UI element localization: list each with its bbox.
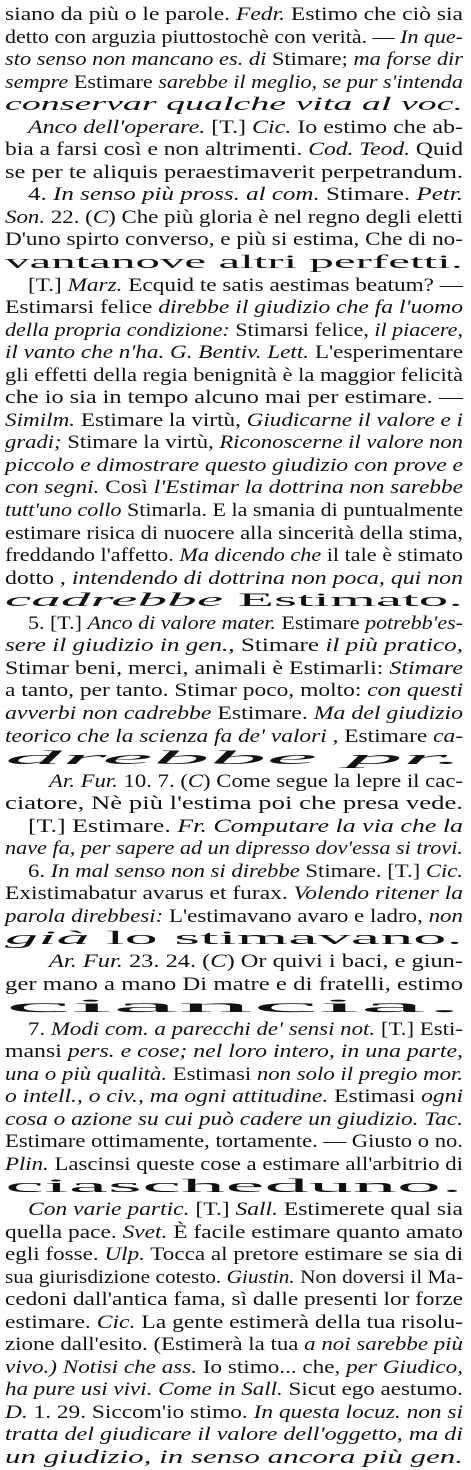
text-line <box>5 320 463 343</box>
italic-segment: sere il giudizio in gen., <box>5 635 235 657</box>
line-content <box>5 432 463 455</box>
line-content <box>49 951 463 974</box>
roman-segment: ) Or quivi i baci, e giun- <box>226 950 463 972</box>
line-content <box>5 680 463 703</box>
roman-segment: L'estimavano avaro e ladro, <box>163 905 429 927</box>
text-line <box>5 1334 463 1357</box>
italic-segment: o intell., o civ., ma ogni attitudine. <box>5 1086 329 1108</box>
italic-segment: In mal senso non si direbbe <box>50 860 300 882</box>
line-content <box>5 658 463 681</box>
roman-segment: Non doversi il Ma- <box>294 1266 464 1288</box>
line-content <box>5 1447 463 1470</box>
italic-segment: l'Estimar la dottrina non sarebbe <box>153 477 463 499</box>
italic-segment: ha pure usi vivi. Come in Sall. <box>5 1379 283 1401</box>
roman-segment: Estimato. <box>223 590 463 612</box>
roman-segment: Estimare. <box>211 702 314 724</box>
line-content <box>5 928 463 951</box>
roman-segment: Sicut ego aestumo. <box>282 1379 464 1401</box>
line-content <box>5 1176 463 1199</box>
roman-segment: Stimarsi felice, <box>229 319 375 341</box>
line-content <box>5 996 463 1019</box>
line-content <box>5 342 463 365</box>
italic-segment: Svet. <box>122 1221 168 1243</box>
italic-segment: pers. e cose; nel loro intero, in una parte, <box>67 1041 463 1063</box>
roman-segment: 7. <box>28 1018 51 1040</box>
text-line <box>5 1222 463 1245</box>
text-line <box>5 1289 463 1312</box>
text-line <box>5 545 463 568</box>
line-content <box>5 974 463 997</box>
line-content <box>5 568 463 591</box>
text-line <box>5 229 463 252</box>
roman-segment: Existimabatur avarus et furax. <box>5 883 294 905</box>
line-content <box>5 1064 463 1087</box>
roman-segment: egli fosse. <box>5 1244 105 1266</box>
roman-segment: 6. <box>28 860 51 882</box>
text-line <box>5 1424 463 1447</box>
italic-segment: per Giudico, <box>346 1356 463 1378</box>
line-content <box>5 1312 463 1335</box>
italic-segment: piccolo e dimostrare questo giudizio con prove e <box>5 454 463 476</box>
text-line <box>5 1199 463 1222</box>
italic-segment: conservar qualche vita al voc. <box>5 94 463 116</box>
italic-segment: potrebb'es- <box>365 612 463 634</box>
text-line <box>5 297 463 320</box>
line-content <box>5 500 463 523</box>
text-line <box>5 162 463 185</box>
roman-segment: Quid <box>410 139 463 161</box>
line-content <box>28 1019 463 1042</box>
italic-segment: teorico che la scienza fa de' valori , <box>5 725 339 747</box>
italic-segment: Modi com. a parecchi de' sensi not. <box>50 1018 376 1040</box>
italic-segment: Giudicarne il valore e i <box>246 409 463 431</box>
italic-segment: Plin. <box>5 1153 49 1175</box>
roman-segment: D'uno spirto converso, e più si estima, Che di no- <box>5 229 463 251</box>
italic-segment: Ma dicendo che <box>179 545 322 567</box>
text-line <box>5 1357 463 1380</box>
italic-segment: sarebbe il meglio, se pur s'intenda <box>158 71 463 93</box>
line-content <box>5 748 463 771</box>
text-line <box>5 793 463 816</box>
line-content <box>5 49 463 72</box>
italic-segment: Con varie partic. <box>28 1198 190 1220</box>
text-line <box>5 1312 463 1335</box>
roman-segment: [T.] Esti- <box>375 1018 463 1040</box>
text-line <box>5 726 463 749</box>
italic-segment: Cic. <box>96 1311 136 1333</box>
roman-segment: zione dall'esito. (Estimerà la tua <box>5 1334 305 1356</box>
roman-segment: Estimare <box>73 71 159 93</box>
roman-segment: Stimare. [T.] <box>299 860 426 882</box>
italic-segment: In questa locuz. non si <box>253 1401 464 1423</box>
italic-segment: Similm. <box>5 409 76 431</box>
line-content <box>5 1424 463 1447</box>
text-line <box>5 928 463 951</box>
italic-segment: un giudizio, in senso ancora più gen. <box>5 1447 463 1468</box>
roman-segment: Estimare <box>275 612 366 634</box>
roman-segment: che io sia in tempo alcuno mai per estimare. — <box>5 387 463 409</box>
roman-segment: Estimare ottimamente, tortamente. — Giusto o no. <box>5 1131 463 1153</box>
text-line <box>5 635 463 658</box>
italic-segment: della propria condizione: <box>5 319 230 341</box>
italic-segment: con segni. <box>5 477 100 499</box>
roman-segment: dotto , <box>5 567 72 589</box>
line-content <box>5 1109 463 1132</box>
italic-segment: Anco dell'operare. <box>28 116 212 138</box>
text-line <box>5 861 463 884</box>
line-content <box>5 297 463 320</box>
italic-segment: C <box>210 950 227 972</box>
text-line <box>5 1402 463 1425</box>
italic-segment: sto senso non mancano es. di <box>5 49 272 71</box>
line-content <box>5 1402 463 1425</box>
roman-segment: [T.] Estimare. <box>28 815 178 837</box>
italic-segment: Petr. <box>416 184 463 206</box>
text-line <box>5 996 463 1019</box>
italic-segment: C <box>187 770 204 792</box>
italic-segment: avverbi non cadrebbe <box>5 702 212 724</box>
line-content <box>49 771 463 794</box>
italic-segment: Ar. Fur. <box>49 950 123 972</box>
text-line <box>5 1447 463 1470</box>
italic-segment: già <box>5 928 90 950</box>
text-line <box>5 432 463 455</box>
roman-segment: estimare risica di nuocere alla sincerità della stima, <box>5 522 463 544</box>
line-content <box>5 883 463 906</box>
text-line <box>5 72 463 95</box>
italic-segment: il più pratico, <box>325 635 463 657</box>
roman-segment: Tocca al pretore estimare se sia di <box>144 1244 463 1266</box>
text-line <box>5 500 463 523</box>
text-line <box>5 342 463 365</box>
roman-segment: Stimare. <box>319 184 417 206</box>
italic-segment: Cic. <box>425 860 463 882</box>
line-content <box>28 816 463 839</box>
text-line <box>5 816 463 839</box>
roman-segment: 23. 24. ( <box>122 950 211 972</box>
text-line <box>5 1064 463 1087</box>
italic-segment: una o più qualità. <box>5 1063 168 1085</box>
roman-segment: 10. 7. ( <box>117 770 188 792</box>
text-line <box>5 139 463 162</box>
roman-segment: 1. 29. Siccom'io stimo. <box>27 1401 254 1423</box>
roman-segment: 5. [T.] <box>28 612 88 634</box>
italic-segment: non <box>428 905 464 927</box>
roman-segment: lo stimavano. <box>89 928 464 950</box>
line-content <box>5 455 463 478</box>
italic-segment: Volendo ritener la <box>293 883 463 905</box>
roman-segment: 22. ( <box>45 206 93 228</box>
italic-segment: tratta del giudicare il valore dell'oggetto, ma di <box>5 1424 463 1446</box>
line-content <box>5 229 463 252</box>
italic-segment: parola direbbesi: <box>5 905 164 927</box>
text-line <box>5 1244 463 1267</box>
roman-segment: mansi <box>5 1041 68 1063</box>
italic-segment: tutt'uno collo <box>5 500 122 522</box>
line-content <box>28 275 463 298</box>
line-content <box>5 1154 463 1177</box>
roman-segment: cedoni dall'antica fama, sì dalle presenti lor forze <box>5 1289 463 1311</box>
roman-segment: Io stimo... che, <box>197 1356 347 1378</box>
italic-segment: Ma del giudizio <box>313 702 463 724</box>
line-content <box>5 477 463 500</box>
text-line <box>5 94 463 117</box>
italic-segment: nave fa, per sapere ad un dipresso dov'essa si trovi. <box>5 838 463 860</box>
text-line <box>5 906 463 929</box>
roman-segment: ciascheduno. <box>5 1176 463 1198</box>
italic-segment: Marz. <box>67 274 123 296</box>
line-content <box>5 703 463 726</box>
roman-segment: Estimare <box>338 725 434 747</box>
italic-segment: Sall. <box>235 1198 278 1220</box>
roman-segment: [T.] <box>28 274 68 296</box>
line-content <box>5 252 463 275</box>
roman-segment: a tanto, per tanto. Stimar poco, molto: <box>5 680 368 702</box>
roman-segment: Estimarsi felice <box>5 297 159 319</box>
italic-segment: Ulp. <box>104 1244 145 1266</box>
text-line <box>5 184 463 207</box>
italic-segment: sempre <box>5 71 74 93</box>
line-content <box>5 207 463 230</box>
italic-segment: Anco di valore mater. <box>87 612 276 634</box>
italic-segment: ogni <box>421 1086 463 1108</box>
roman-segment: Estimerete qual sia <box>277 1198 463 1220</box>
line-content <box>5 320 463 343</box>
roman-segment: se per te aliquis peraestimaverit perpetrandum. <box>5 161 463 183</box>
italic-segment: con questi <box>367 680 463 702</box>
line-content <box>5 27 463 50</box>
roman-segment: sua giurisdizione cotesto. <box>5 1266 227 1288</box>
italic-segment: gradi; <box>5 432 62 454</box>
text-line <box>5 1086 463 1109</box>
line-content <box>5 1334 463 1357</box>
italic-segment: In senso più pross. al com. <box>53 184 320 206</box>
text-line <box>5 455 463 478</box>
text-line <box>5 117 463 140</box>
line-content <box>28 861 463 884</box>
text-line <box>5 883 463 906</box>
line-content <box>5 72 463 95</box>
roman-segment: Stimare <box>234 635 326 657</box>
line-content <box>28 184 463 207</box>
italic-segment: vivo.) Notisi che ass. <box>5 1356 198 1378</box>
italic-segment: non solo il pregio mor. <box>256 1063 463 1085</box>
line-content <box>5 1357 463 1380</box>
line-content <box>5 1131 463 1154</box>
italic-segment: Cic. <box>252 116 292 138</box>
line-content <box>5 1244 463 1267</box>
line-content <box>5 545 463 568</box>
italic-segment: cadrebbe <box>5 590 224 612</box>
text-line <box>5 387 463 410</box>
italic-segment: Giustin. <box>226 1266 295 1288</box>
text-line <box>5 613 463 636</box>
line-content <box>28 1199 463 1222</box>
italic-segment: Fedr. <box>235 4 286 25</box>
text-line <box>5 410 463 433</box>
line-content <box>5 1222 463 1245</box>
italic-segment: Fr. Computare la via che la <box>177 815 463 837</box>
line-content <box>5 590 463 613</box>
italic-segment: D. <box>5 1401 28 1423</box>
roman-segment: Stimar beni, merci, animali è Estimarli: <box>5 657 390 679</box>
roman-segment: La gente estimerà della tua risolu- <box>135 1311 463 1333</box>
line-content <box>5 139 463 162</box>
text-line <box>5 658 463 681</box>
roman-segment: È facile estimare quanto amato <box>167 1221 463 1243</box>
roman-segment: freddando l'affetto. <box>5 545 180 567</box>
line-content <box>5 410 463 433</box>
text-line <box>5 568 463 591</box>
roman-segment: gli effetti della regia benignità è la maggior felicità <box>5 364 463 386</box>
line-content <box>5 726 463 749</box>
text-line <box>5 1379 463 1402</box>
roman-segment: Stimare la virtù, <box>61 432 220 454</box>
roman-segment: Stimare; <box>271 49 354 71</box>
text-line <box>5 838 463 861</box>
italic-segment: drebbe pr. <box>5 748 463 770</box>
roman-segment: Estimasi <box>328 1086 422 1108</box>
roman-segment: [T.] <box>211 116 253 138</box>
italic-segment: il piacere, <box>374 319 463 341</box>
line-content <box>28 613 463 636</box>
line-content <box>5 4 463 27</box>
italic-segment: il vanto che n'ha. G. Bentiv. Lett. <box>5 342 310 364</box>
roman-segment: ciatore, Nè più l'estima poi che presa vede. <box>5 793 463 815</box>
text-line <box>5 974 463 997</box>
roman-segment: vantanove altri perfetti. <box>5 252 463 274</box>
roman-segment: estimare. <box>5 1311 97 1333</box>
line-content <box>5 365 463 388</box>
italic-segment: Cod. Teod. <box>308 139 411 161</box>
roman-segment: ) Come segue la lepre il cac- <box>203 770 464 792</box>
text-line <box>5 590 463 613</box>
text-line <box>5 680 463 703</box>
italic-segment: cosa o azione su cui può cadere un giudizio. Tac. <box>5 1108 463 1130</box>
italic-segment: a noi sarebbe più <box>304 1334 463 1356</box>
text-line <box>5 27 463 50</box>
text-line <box>5 771 463 794</box>
italic-segment: Son. <box>5 206 46 228</box>
line-content <box>5 793 463 816</box>
italic-segment: ma forse dir <box>353 49 464 71</box>
italic-segment: intendendo di dottrina non poca, qui non <box>71 567 464 589</box>
roman-segment: bia a farsi così e non altrimenti. <box>5 139 309 161</box>
italic-segment: C <box>92 206 109 228</box>
italic-segment: Ar. Fur. <box>49 770 118 792</box>
line-content <box>5 162 463 185</box>
roman-segment: ) Che più gloria è nel regno degli eletti <box>108 206 463 228</box>
text-line <box>5 1131 463 1154</box>
roman-segment: detto con arguzia piuttostochè con verità. — <box>5 26 401 48</box>
text-line <box>5 275 463 298</box>
roman-segment: [T.] <box>189 1198 236 1220</box>
line-content <box>5 523 463 546</box>
text-line <box>5 365 463 388</box>
roman-segment: Così <box>99 477 154 499</box>
line-content <box>5 94 463 117</box>
text-line <box>5 1267 463 1290</box>
line-content <box>5 906 463 929</box>
italic-segment: In que- <box>400 26 463 48</box>
italic-segment: direbbe il giudizio che fa l'uomo <box>158 297 464 319</box>
roman-segment: siano da più o le parole. <box>5 4 236 25</box>
text-line <box>5 523 463 546</box>
roman-segment: Lascinsi queste cose a estimare all'arbitrio di <box>48 1153 463 1175</box>
text-line <box>5 49 463 72</box>
roman-segment: L'esperimentare <box>309 342 463 364</box>
text-line <box>5 477 463 500</box>
roman-segment: 4. <box>28 184 54 206</box>
roman-segment: Io estimo che ab- <box>291 116 463 138</box>
line-content <box>28 117 463 140</box>
roman-segment: il tale è stimato <box>321 545 463 567</box>
roman-segment: Estimasi <box>167 1063 257 1085</box>
text-line <box>5 4 463 27</box>
text-line <box>5 207 463 230</box>
text-line <box>5 1176 463 1199</box>
roman-segment: ger mano a mano Di matre e di fratelli, estimo <box>5 973 463 995</box>
text-line <box>5 748 463 771</box>
roman-segment: Stimarla. E la smania di puntualmente <box>121 500 464 522</box>
italic-segment: Stimare <box>389 657 464 679</box>
italic-segment: ca- <box>433 725 463 747</box>
roman-segment: Ecquid te satis aestimas beatum? — <box>122 274 464 296</box>
roman-segment: quella pace. <box>5 1221 123 1243</box>
roman-segment: Estimo che ciò sia <box>285 4 463 25</box>
line-content <box>5 1289 463 1312</box>
line-content <box>5 1267 463 1290</box>
line-content <box>5 635 463 658</box>
roman-segment: Estimare la virtù, <box>75 409 247 431</box>
text-line <box>5 1019 463 1042</box>
line-content <box>5 1379 463 1402</box>
roman-segment: ciancia. <box>5 996 463 1018</box>
text-line <box>5 1154 463 1177</box>
text-line <box>5 1109 463 1132</box>
line-content <box>5 387 463 410</box>
line-content <box>5 838 463 861</box>
text-line <box>5 951 463 974</box>
text-line <box>5 1041 463 1064</box>
italic-segment: Riconoscerne il valore non <box>219 432 463 454</box>
text-line <box>5 252 463 275</box>
line-content <box>5 1086 463 1109</box>
line-content <box>5 1041 463 1064</box>
text-line <box>5 703 463 726</box>
